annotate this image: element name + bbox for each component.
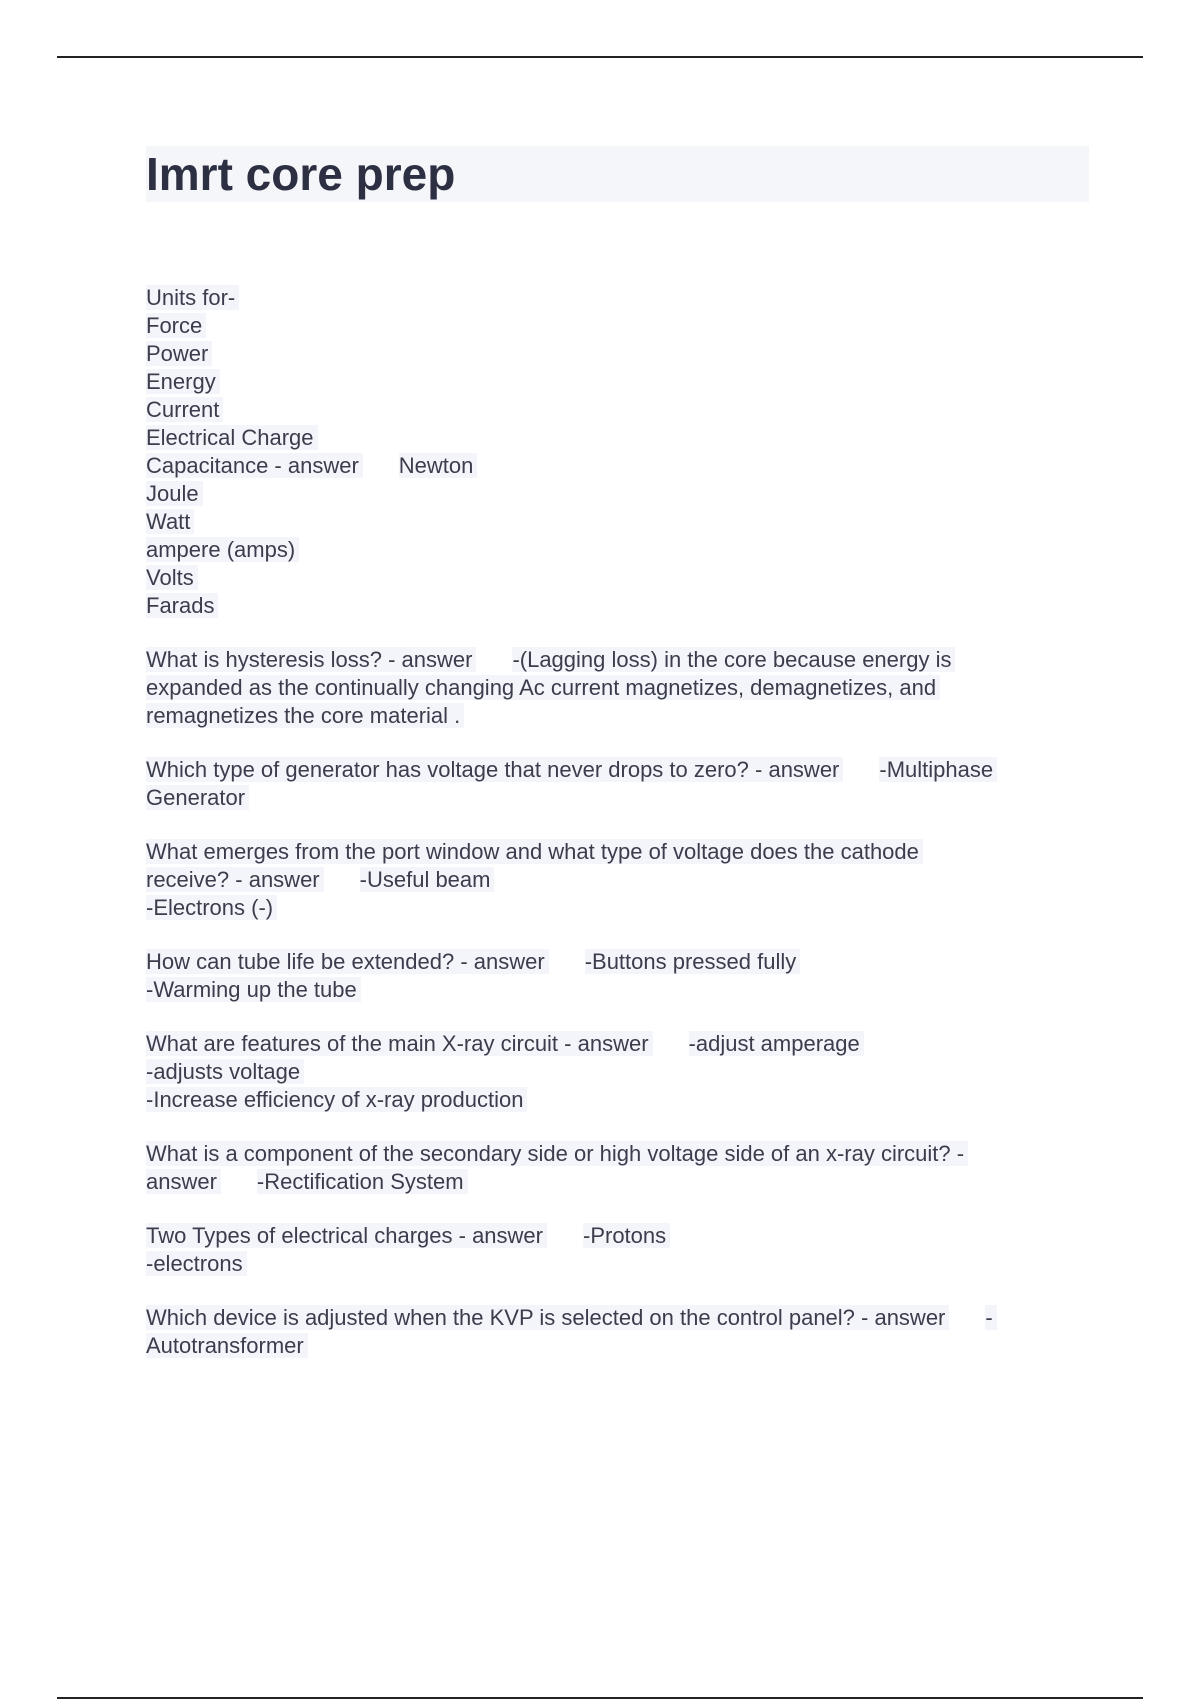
flashcard-line — [146, 592, 1106, 620]
answer-text: -(Lagging loss) in the core because energy is — [512, 647, 955, 672]
question-text: Two Types of electrical charges - answer — [146, 1223, 547, 1248]
question-text: Which type of generator has voltage that never drops to zero? - answer — [146, 757, 843, 782]
flashcard-line — [146, 1222, 1106, 1250]
answer-text: ampere (amps) — [146, 537, 299, 562]
question-text: What emerges from the port window and what type of voltage does the cathode — [146, 839, 923, 864]
question-text: receive? - answer — [146, 867, 324, 892]
flashcard-line — [146, 894, 1106, 922]
flashcard-line — [146, 508, 1106, 536]
question-text: Force — [146, 313, 206, 338]
answer-text: Volts — [146, 565, 198, 590]
flashcard — [146, 948, 1106, 1004]
answer-text: Watt — [146, 509, 194, 534]
flashcard — [146, 756, 1106, 812]
flashcard-line — [146, 452, 1106, 480]
flashcard-line — [146, 756, 1106, 784]
flashcard-line — [146, 1140, 1106, 1168]
flashcard-line — [146, 866, 1106, 894]
answer-text: -electrons — [146, 1251, 247, 1276]
answer-text: -adjust amperage — [689, 1031, 864, 1056]
page-title: Imrt core prep — [146, 148, 456, 200]
answer-text: -Protons — [583, 1223, 670, 1248]
answer-text: -Buttons pressed fully — [585, 949, 801, 974]
answer-text: Generator — [146, 785, 249, 810]
flashcard — [146, 1140, 1106, 1196]
flashcard-line — [146, 368, 1106, 396]
answer-text: -Rectification System — [257, 1169, 468, 1194]
question-text: Power — [146, 341, 212, 366]
answer-text: Farads — [146, 593, 218, 618]
flashcard-line — [146, 480, 1106, 508]
answer-text: -Multiphase — [879, 757, 997, 782]
answer-text: expanded as the continually changing Ac current magnetizes, demagnetizes, and — [146, 675, 940, 700]
question-text: Units for- — [146, 285, 239, 310]
question-text: What are features of the main X-ray circuit - answer — [146, 1031, 653, 1056]
flashcard-line — [146, 1058, 1106, 1086]
flashcard — [146, 1222, 1106, 1278]
answer-text: Newton — [399, 453, 478, 478]
question-text: Which device is adjusted when the KVP is selected on the control panel? - answer — [146, 1305, 949, 1330]
header-divider — [57, 56, 1143, 58]
flashcard-line — [146, 674, 1106, 702]
answer-text: -Useful beam — [360, 867, 495, 892]
flashcard-line — [146, 976, 1106, 1004]
answer-text: - — [985, 1305, 996, 1330]
flashcard-line — [146, 564, 1106, 592]
flashcard-line — [146, 646, 1106, 674]
question-text: Energy — [146, 369, 220, 394]
answer-text: Joule — [146, 481, 203, 506]
flashcard-line — [146, 396, 1106, 424]
footer-divider — [57, 1697, 1143, 1699]
flashcard — [146, 1030, 1106, 1114]
flashcard-line — [146, 1332, 1106, 1360]
flashcard-line — [146, 1168, 1106, 1196]
flashcard-line — [146, 312, 1106, 340]
flashcard — [146, 646, 1106, 730]
question-text: What is a component of the secondary side or high voltage side of an x-ray circuit? - — [146, 1141, 968, 1166]
answer-text: Autotransformer — [146, 1333, 308, 1358]
answer-text: -Warming up the tube — [146, 977, 361, 1002]
flashcard-line — [146, 1086, 1106, 1114]
question-text: Current — [146, 397, 223, 422]
answer-text: -Electrons (-) — [146, 895, 277, 920]
flashcard-line — [146, 1030, 1106, 1058]
flashcard-line — [146, 838, 1106, 866]
answer-text: remagnetizes the core material . — [146, 703, 464, 728]
flashcard-line — [146, 1250, 1106, 1278]
flashcard-line — [146, 702, 1106, 730]
flashcard-line — [146, 424, 1106, 452]
question-text: answer — [146, 1169, 221, 1194]
flashcard-line — [146, 784, 1106, 812]
question-text: What is hysteresis loss? - answer — [146, 647, 476, 672]
flashcard — [146, 1304, 1106, 1360]
question-text: Capacitance - answer — [146, 453, 363, 478]
flashcard-list — [146, 284, 1106, 1386]
question-text: Electrical Charge — [146, 425, 318, 450]
question-text: How can tube life be extended? - answer — [146, 949, 549, 974]
flashcard-line — [146, 1304, 1106, 1332]
flashcard — [146, 284, 1106, 620]
flashcard-line — [146, 948, 1106, 976]
flashcard-line — [146, 536, 1106, 564]
answer-text: -adjusts voltage — [146, 1059, 304, 1084]
flashcard-line — [146, 340, 1106, 368]
flashcard — [146, 838, 1106, 922]
answer-text: -Increase efficiency of x-ray production — [146, 1087, 527, 1112]
flashcard-line — [146, 284, 1106, 312]
